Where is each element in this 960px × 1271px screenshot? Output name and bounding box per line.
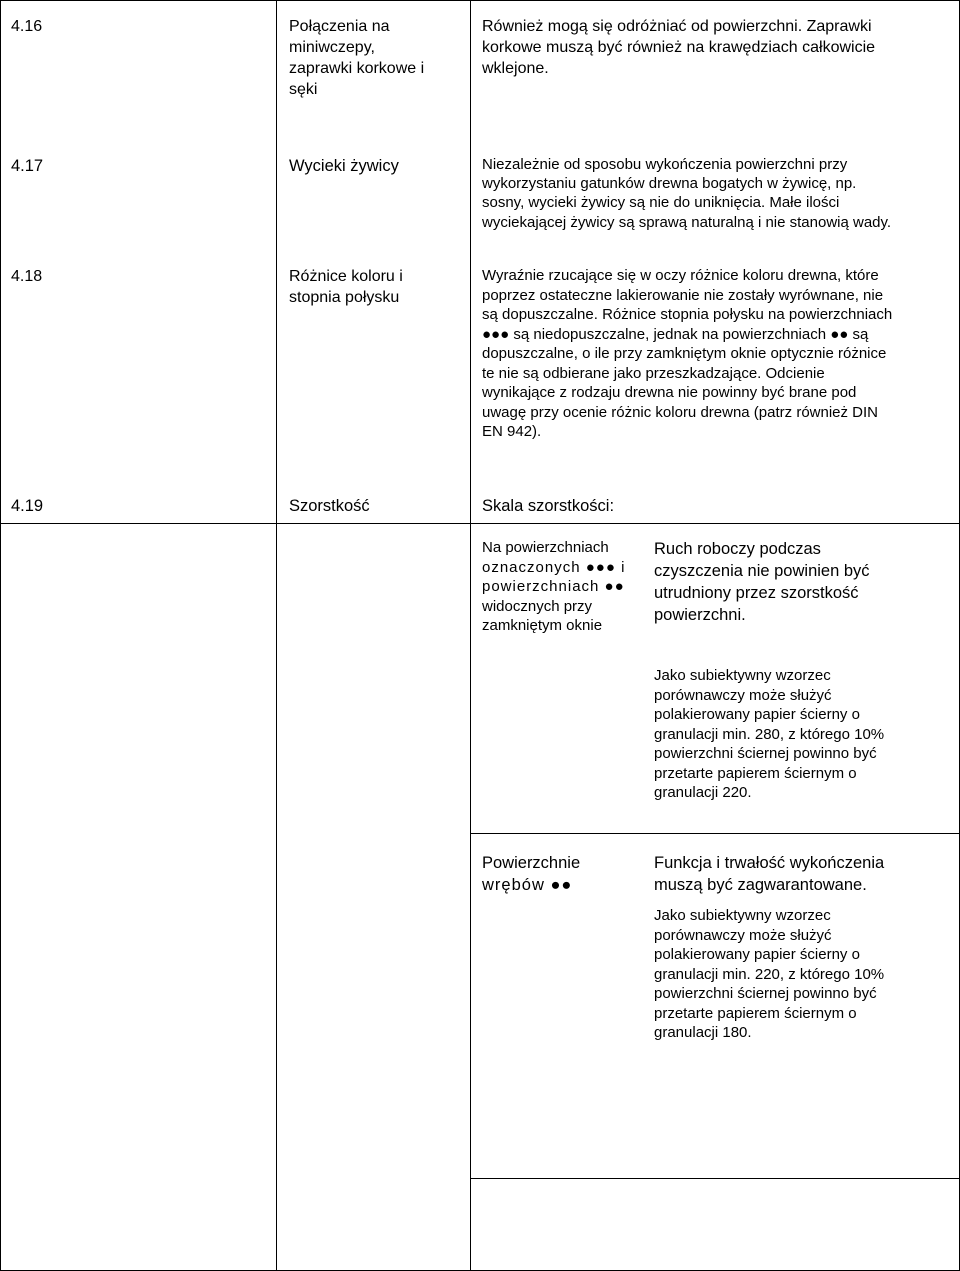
cell-line: czyszczenia nie powinien być <box>654 562 870 580</box>
title-line: stopnia połysku <box>289 289 400 306</box>
desc-line: uwagę przy ocenie różnic koloru drewna (patrz również DIN <box>482 403 879 421</box>
desc-line: wyciekającej żywicy są sprawą naturalną i nie stanowią wady. <box>482 213 892 231</box>
row-description <box>482 155 954 232</box>
cell-line: powierzchniach ●● <box>482 578 625 595</box>
cell-line: Na powierzchniach <box>482 539 609 556</box>
row-description: Skala szorstkości: <box>482 497 615 515</box>
cell-line: zamkniętym oknie <box>482 617 603 634</box>
cell-line: Funkcja i trwałość wykończenia <box>654 854 885 872</box>
cell-line: muszą być zagwarantowane. <box>654 876 867 894</box>
cell-line: oznaczonych ●●● i <box>482 558 626 576</box>
cell-line: granulacji 180. <box>654 1024 752 1041</box>
desc-line: wynikające z rodzaju drewna nie powinny być brane pod <box>482 384 857 401</box>
title-line: miniwczepy, <box>289 39 375 56</box>
roughness-right-main <box>654 538 954 626</box>
title-line: sęki <box>289 81 318 98</box>
desc-line: dopuszczalne, o ile przy zamkniętym oknie optycznie różnice <box>482 345 887 362</box>
column-divider-2 <box>470 0 471 1271</box>
cell-line: polakierowany papier ścierny o <box>654 946 860 963</box>
cell-line: przetarte papierem ściernym o <box>654 1004 857 1022</box>
cell-line: Ruch roboczy podczas <box>654 540 821 558</box>
row-number: 4.16 <box>11 18 43 35</box>
desc-line: te nie są odbierane jako przeszkadzające. Odcienie <box>482 364 825 382</box>
title-line: Połączenia na <box>289 18 390 35</box>
inner-divider-bottom <box>470 1178 960 1179</box>
cell-line: polakierowany papier ścierny o <box>654 706 860 723</box>
desc-line: poprzez ostateczne lakierowanie nie zostały wyrównane, nie <box>482 286 884 304</box>
cell-line: przetarte papierem ściernym o <box>654 764 857 782</box>
cell-line: granulacji min. 220, z którego 10% <box>654 965 885 983</box>
desc-line: Wyraźnie rzucające się w oczy różnice koloru drewna, które <box>482 267 879 284</box>
row-number: 4.18 <box>11 268 43 285</box>
desc-line: ●●● są niedopuszczalne, jednak na powierzchniach ●● są <box>482 325 869 343</box>
desc-line: wykorzystaniu gatunków drewna bogatych w żywicę, np. <box>482 175 857 193</box>
roughness-left-cell <box>482 852 647 896</box>
cell-line: granulacji 220. <box>654 784 752 801</box>
cell-line: Powierzchnie <box>482 854 581 872</box>
title-line: zaprawki korkowe i <box>289 60 425 77</box>
desc-line: Również mogą się odróżniać od powierzchni. Zaprawki <box>482 18 872 35</box>
row-title: Szorstkość <box>289 497 370 515</box>
row-number: 4.17 <box>11 157 44 175</box>
cell-line: Jako subiektywny wzorzec <box>654 667 831 684</box>
roughness-right-note <box>654 666 954 803</box>
row-description <box>482 266 954 442</box>
cell-line: porównawczy może służyć <box>654 926 832 944</box>
cell-line: Jako subiektywny wzorzec <box>654 907 831 924</box>
row-divider-after-4-19 <box>0 523 960 524</box>
cell-line: powierzchni ściernej powinno być <box>654 745 877 762</box>
title-line: Różnice koloru i <box>289 268 403 285</box>
cell-line: widocznych przy <box>482 597 593 615</box>
roughness-right-main <box>654 852 954 896</box>
row-title <box>289 266 464 308</box>
title-line: Wycieki żywicy <box>289 157 399 175</box>
cell-line: powierzchni ściernej powinno być <box>654 985 877 1002</box>
desc-line: wklejone. <box>482 60 549 77</box>
column-divider-1 <box>276 0 277 1271</box>
desc-line: Niezależnie od sposobu wykończenia powierzchni przy <box>482 156 848 173</box>
cell-line: wrębów ●● <box>482 876 573 894</box>
cell-line: powierzchni. <box>654 606 746 624</box>
row-title <box>289 155 464 177</box>
desc-line: EN 942). <box>482 423 542 440</box>
row-description <box>482 16 952 79</box>
cell-line: porównawczy może służyć <box>654 686 832 704</box>
row-title <box>289 16 464 100</box>
desc-line: korkowe muszą być również na krawędziach całkowicie <box>482 39 876 56</box>
inner-divider-top <box>470 833 960 834</box>
desc-line: sosny, wycieki żywicy są nie do uniknięcia. Małe ilości <box>482 194 840 212</box>
row-number: 4.19 <box>11 497 44 515</box>
cell-line: utrudniony przez szorstkość <box>654 584 859 602</box>
roughness-right-note <box>654 906 954 1043</box>
roughness-left-cell <box>482 538 647 636</box>
desc-line: są dopuszczalne. Różnice stopnia połysku na powierzchniach <box>482 306 893 323</box>
cell-line: granulacji min. 280, z którego 10% <box>654 725 885 743</box>
